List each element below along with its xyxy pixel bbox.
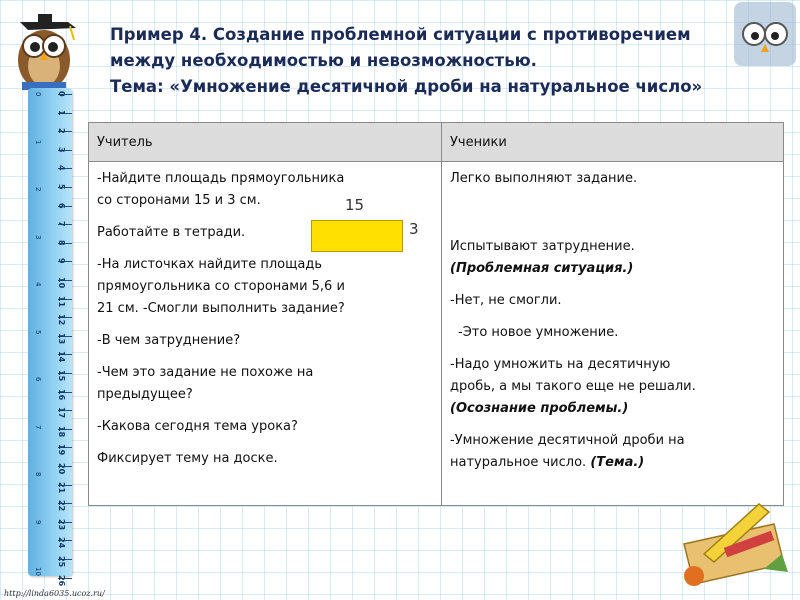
teacher-line: Работайте в тетради.: [97, 225, 246, 240]
ruler-number: 19: [57, 444, 66, 456]
students-line: дробь, а мы такого еще не решали.: [450, 379, 696, 394]
header-teacher: Учитель: [89, 123, 442, 162]
ruler-number: 1: [57, 109, 66, 116]
students-line: -Умножение десятичной дроби на: [450, 433, 685, 448]
ruler-number: 12: [57, 314, 66, 326]
title-line-1: Пример 4. Создание проблемной ситуации с противоречием: [110, 25, 691, 44]
ruler-number: 23: [57, 518, 66, 530]
teacher-line: Фиксирует тему на доске.: [97, 451, 278, 466]
teacher-line: -Найдите площадь прямоугольника: [97, 171, 345, 186]
ruler-number: 22: [57, 500, 66, 512]
rectangle-height-label: 3: [409, 220, 419, 238]
ruler-number-left: 4: [34, 282, 42, 287]
ruler-decoration: [28, 88, 72, 586]
ruler-number: 0: [57, 91, 66, 97]
ruler-number-left: 5: [34, 329, 42, 334]
students-line: [450, 452, 775, 474]
school-supplies-illustration: [664, 484, 794, 594]
students-line-text: натуральное число.: [450, 455, 591, 470]
ruler-number-left: 7: [34, 424, 42, 429]
teacher-line: -На листочках найдите площадь: [97, 257, 322, 272]
students-line: -Нет, не смогли.: [450, 293, 562, 308]
table-row: [89, 162, 784, 506]
ruler-number: 17: [57, 407, 66, 419]
owl-icon: [0, 0, 90, 96]
ruler-number-left: 0: [34, 92, 42, 97]
ruler-number: 5: [57, 184, 66, 190]
teacher-line: -В чем затруднение?: [97, 333, 241, 348]
ruler-number: 15: [57, 370, 66, 382]
ruler-number: 11: [57, 295, 66, 307]
ruler-number: 6: [57, 202, 66, 209]
ruler-number-left: 10: [34, 567, 42, 576]
students-line: (Осознание проблемы.): [450, 401, 629, 416]
ruler-number: 16: [57, 388, 66, 400]
teacher-line: предыдущее?: [97, 387, 193, 402]
ruler-number: 3: [57, 146, 66, 153]
students-line: -Это новое умножение.: [458, 325, 619, 340]
rectangle-width-label: 15: [345, 196, 365, 214]
teacher-line: -Какова сегодня тема урока?: [97, 419, 298, 434]
ruler-number: 2: [57, 128, 66, 134]
ruler-number: 9: [57, 258, 66, 264]
ruler-number: 26: [57, 574, 66, 586]
ruler-number-left: 9: [34, 519, 42, 524]
slide-title: [110, 22, 790, 100]
ruler-number: 21: [57, 481, 66, 493]
header-students: Ученики: [442, 123, 784, 162]
students-line: Легко выполняют задание.: [450, 171, 638, 186]
students-cell: [442, 162, 784, 506]
title-line-2: между необходимостью и невозможностью.: [110, 51, 537, 70]
teacher-line: прямоугольника со сторонами 5,6 и: [97, 279, 345, 294]
teacher-line: -Чем это задание не похоже на: [97, 365, 314, 380]
lesson-table: [88, 122, 784, 506]
ruler-number-left: 6: [34, 377, 42, 382]
students-line: Испытывают затруднение.: [450, 239, 635, 254]
ruler-number-left: 1: [34, 139, 42, 144]
ruler-number: 7: [57, 221, 66, 227]
students-line: (Проблемная ситуация.): [450, 261, 634, 276]
ruler-number: 25: [57, 556, 66, 568]
table-header-row: [89, 123, 784, 162]
yellow-rectangle: [311, 220, 403, 252]
students-line-note: (Тема.): [590, 455, 645, 470]
ruler-number-left: 2: [34, 187, 42, 192]
ruler-number: 18: [57, 425, 66, 437]
ruler-number-left: 8: [34, 472, 42, 477]
teacher-cell: [89, 162, 442, 506]
ruler-number: 8: [57, 239, 66, 246]
ruler-number: 10: [57, 277, 66, 289]
students-line: -Надо умножить на десятичную: [450, 357, 671, 372]
teacher-line: со сторонами 15 и 3 см.: [97, 193, 261, 208]
ruler-number: 4: [57, 165, 66, 171]
teacher-line: 21 см. -Смогли выполнить задание?: [97, 301, 345, 316]
ruler-number-left: 3: [34, 234, 42, 239]
ruler-number: 14: [57, 351, 66, 363]
ruler-number: 20: [57, 463, 66, 475]
ruler-number: 13: [57, 332, 66, 344]
source-url[interactable]: http://linda6035.ucoz.ru/: [4, 589, 105, 598]
title-line-3: Тема: «Умножение десятичной дроби на натуральное число»: [110, 77, 703, 96]
ruler-number: 24: [57, 537, 66, 549]
